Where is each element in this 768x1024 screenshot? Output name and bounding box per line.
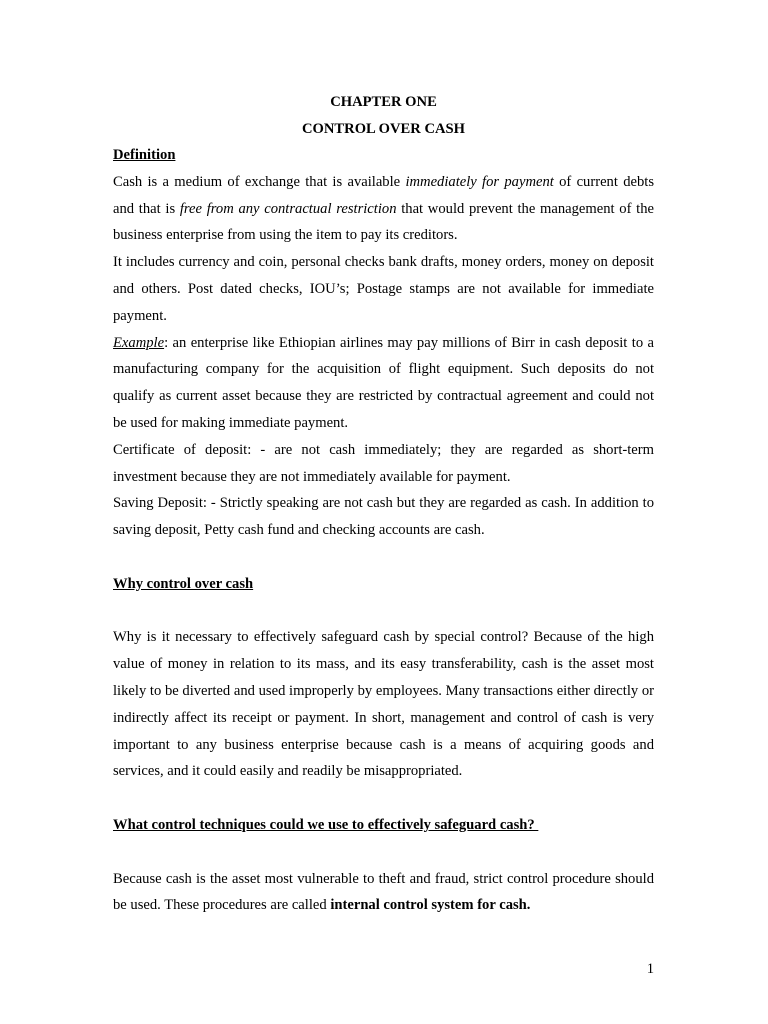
document-page	[113, 89, 654, 919]
why-control-paragraph: Why is it necessary to effectively safeguard cash by special control? Because of the high value of money in relation to its mass, and its easy transferability, cash is the asset most likely to be diverted and used improperly by employees. Many transactions either directly or indirectly affect its receipt or payment. In short, management and control of cash is very important to any business enterprise because cash is a means of acquiring goods and services, and it could easily and readily be misappropriated.	[113, 629, 654, 780]
definition-paragraph-2: It includes currency and coin, personal checks bank drafts, money orders, money on deposit and others. Post dated checks, IOU’s; Postage stamps are not available for immediate payment.	[113, 254, 654, 324]
definition-p1-text-e: that would prevent the management of the business enterprise from using the item to pay its creditors.	[113, 200, 655, 244]
spacer	[113, 544, 654, 571]
why-control-heading: Why control over cash	[113, 575, 254, 592]
example-paragraph	[113, 330, 654, 437]
techniques-heading: What control techniques could we use to effectively safeguard cash?	[113, 816, 539, 833]
spacer	[113, 785, 654, 812]
definition-heading: Definition	[113, 147, 176, 163]
definition-p1-text-a: Cash is a medium of exchange that is available	[113, 173, 406, 190]
example-label: Example	[113, 334, 165, 351]
techniques-p1-bold: internal control system for cash.	[330, 897, 531, 914]
techniques-paragraph	[113, 866, 654, 920]
spacer	[113, 598, 654, 625]
definition-p1-emphasis-1: immediately for payment	[405, 173, 554, 190]
chapter-number: CHAPTER ONE	[330, 94, 437, 110]
chapter-title: CONTROL OVER CASH	[302, 120, 465, 137]
spacer	[113, 839, 654, 866]
techniques-p1-text: Because cash is the asset most vulnerable to theft and fraud, strict control procedure should be used. These procedures are called	[113, 870, 654, 914]
saving-deposit-paragraph: Saving Deposit: - Strictly speaking are not cash but they are regarded as cash. In addition to saving deposit, Petty cash fund and checking accounts are cash.	[113, 495, 654, 539]
definition-p1-emphasis-2: free from any contractual restriction	[179, 200, 397, 217]
example-text: : an enterprise like Ethiopian airlines may pay millions of Birr in cash deposit to a manufacturing company for the acquisition of flight equipment. Such deposits do not qualify as current asset because they are restricted by contractual agreement and could not be used for making immediate payment.	[113, 334, 654, 431]
page-number: 1	[646, 961, 654, 977]
definition-p1-text-c: of current debts and that is	[113, 173, 655, 217]
certificate-of-deposit-paragraph: Certificate of deposit: - are not cash immediately; they are regarded as short-term investment because they are not immediately available for payment.	[113, 441, 654, 485]
definition-paragraph-1	[113, 169, 654, 249]
